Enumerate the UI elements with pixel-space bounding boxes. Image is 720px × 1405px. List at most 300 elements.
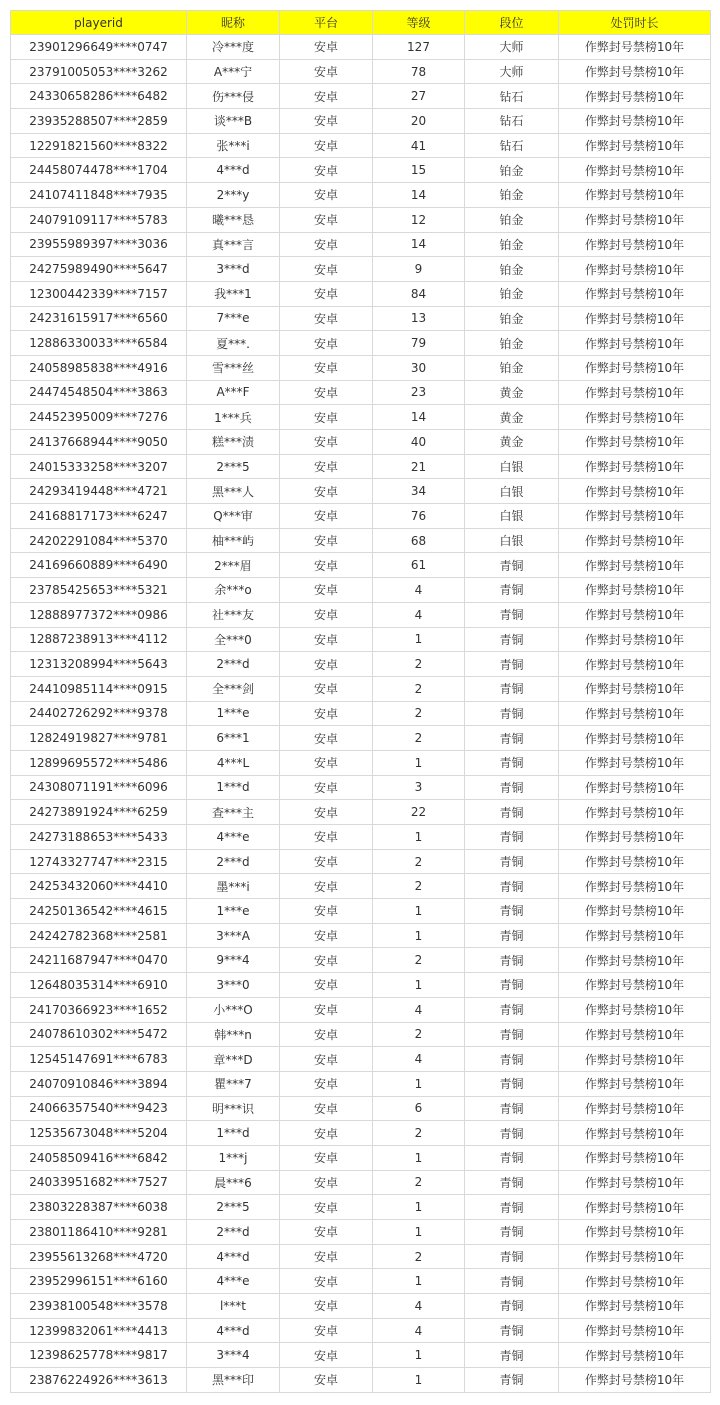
cell-playerid: 24107411848****7935 bbox=[11, 183, 187, 208]
cell-penalty: 作弊封号禁榜10年 bbox=[559, 849, 711, 874]
cell-platform: 安卓 bbox=[280, 1294, 373, 1319]
cell-rank: 大师 bbox=[465, 59, 559, 84]
header-row bbox=[11, 11, 711, 35]
cell-nickname: 黑***人 bbox=[187, 479, 280, 504]
cell-nickname: 1***兵 bbox=[187, 405, 280, 430]
table-row bbox=[11, 1318, 711, 1343]
cell-platform: 安卓 bbox=[280, 331, 373, 356]
cell-level: 2 bbox=[373, 1121, 465, 1146]
cell-penalty: 作弊封号禁榜10年 bbox=[559, 553, 711, 578]
cell-playerid: 12648035314****6910 bbox=[11, 973, 187, 998]
cell-penalty: 作弊封号禁榜10年 bbox=[559, 874, 711, 899]
table-row bbox=[11, 109, 711, 134]
table-row bbox=[11, 158, 711, 183]
cell-playerid: 24293419448****4721 bbox=[11, 479, 187, 504]
table-row bbox=[11, 1368, 711, 1393]
cell-rank: 青铜 bbox=[465, 997, 559, 1022]
cell-rank: 青铜 bbox=[465, 553, 559, 578]
cell-nickname: 糕***渍 bbox=[187, 430, 280, 455]
cell-playerid: 12824919827****9781 bbox=[11, 726, 187, 751]
cell-playerid: 24330658286****6482 bbox=[11, 84, 187, 109]
cell-playerid: 23935288507****2859 bbox=[11, 109, 187, 134]
cell-penalty: 作弊封号禁榜10年 bbox=[559, 257, 711, 282]
cell-penalty: 作弊封号禁榜10年 bbox=[559, 948, 711, 973]
table-row bbox=[11, 1269, 711, 1294]
table-row bbox=[11, 997, 711, 1022]
cell-level: 1 bbox=[373, 1343, 465, 1368]
cell-level: 21 bbox=[373, 454, 465, 479]
cell-penalty: 作弊封号禁榜10年 bbox=[559, 750, 711, 775]
cell-playerid: 24402726292****9378 bbox=[11, 701, 187, 726]
cell-nickname: 4***d bbox=[187, 1318, 280, 1343]
cell-level: 4 bbox=[373, 1318, 465, 1343]
cell-playerid: 24169660889****6490 bbox=[11, 553, 187, 578]
table-row bbox=[11, 627, 711, 652]
cell-rank: 黄金 bbox=[465, 430, 559, 455]
cell-level: 13 bbox=[373, 306, 465, 331]
cell-playerid: 12535673048****5204 bbox=[11, 1121, 187, 1146]
cell-platform: 安卓 bbox=[280, 701, 373, 726]
cell-platform: 安卓 bbox=[280, 232, 373, 257]
cell-nickname: 4***e bbox=[187, 1269, 280, 1294]
cell-nickname: 4***d bbox=[187, 1244, 280, 1269]
cell-platform: 安卓 bbox=[280, 281, 373, 306]
cell-platform: 安卓 bbox=[280, 84, 373, 109]
cell-nickname: 3***A bbox=[187, 923, 280, 948]
cell-nickname: 2***眉 bbox=[187, 553, 280, 578]
cell-level: 2 bbox=[373, 652, 465, 677]
cell-nickname: 我***1 bbox=[187, 281, 280, 306]
cell-rank: 青铜 bbox=[465, 899, 559, 924]
cell-platform: 安卓 bbox=[280, 775, 373, 800]
cell-platform: 安卓 bbox=[280, 1047, 373, 1072]
cell-playerid: 23876224926****3613 bbox=[11, 1368, 187, 1393]
cell-rank: 铂金 bbox=[465, 281, 559, 306]
cell-playerid: 23952996151****6160 bbox=[11, 1269, 187, 1294]
table-row bbox=[11, 775, 711, 800]
cell-penalty: 作弊封号禁榜10年 bbox=[559, 923, 711, 948]
cell-penalty: 作弊封号禁榜10年 bbox=[559, 578, 711, 603]
cell-rank: 青铜 bbox=[465, 701, 559, 726]
table-row bbox=[11, 602, 711, 627]
cell-penalty: 作弊封号禁榜10年 bbox=[559, 479, 711, 504]
cell-penalty: 作弊封号禁榜10年 bbox=[559, 1368, 711, 1393]
cell-platform: 安卓 bbox=[280, 1343, 373, 1368]
cell-platform: 安卓 bbox=[280, 1269, 373, 1294]
cell-nickname: 韩***n bbox=[187, 1022, 280, 1047]
cell-platform: 安卓 bbox=[280, 948, 373, 973]
cell-rank: 青铜 bbox=[465, 652, 559, 677]
cell-level: 2 bbox=[373, 676, 465, 701]
ban-list-container bbox=[10, 10, 710, 1393]
cell-rank: 青铜 bbox=[465, 1269, 559, 1294]
cell-level: 2 bbox=[373, 849, 465, 874]
cell-platform: 安卓 bbox=[280, 627, 373, 652]
table-row bbox=[11, 59, 711, 84]
cell-nickname: 3***0 bbox=[187, 973, 280, 998]
table-row bbox=[11, 479, 711, 504]
cell-nickname: A***F bbox=[187, 380, 280, 405]
cell-nickname: 1***e bbox=[187, 899, 280, 924]
cell-rank: 铂金 bbox=[465, 183, 559, 208]
table-row bbox=[11, 1195, 711, 1220]
cell-nickname: 2***5 bbox=[187, 454, 280, 479]
cell-rank: 钻石 bbox=[465, 109, 559, 134]
table-row bbox=[11, 1071, 711, 1096]
cell-platform: 安卓 bbox=[280, 923, 373, 948]
cell-rank: 青铜 bbox=[465, 800, 559, 825]
cell-playerid: 23955613268****4720 bbox=[11, 1244, 187, 1269]
table-row bbox=[11, 948, 711, 973]
cell-platform: 安卓 bbox=[280, 183, 373, 208]
table-row bbox=[11, 331, 711, 356]
cell-platform: 安卓 bbox=[280, 652, 373, 677]
cell-level: 14 bbox=[373, 183, 465, 208]
cell-nickname: 1***e bbox=[187, 701, 280, 726]
cell-penalty: 作弊封号禁榜10年 bbox=[559, 1022, 711, 1047]
cell-nickname: 瞿***7 bbox=[187, 1071, 280, 1096]
cell-penalty: 作弊封号禁榜10年 bbox=[559, 1071, 711, 1096]
cell-platform: 安卓 bbox=[280, 1170, 373, 1195]
cell-playerid: 23791005053****3262 bbox=[11, 59, 187, 84]
cell-rank: 青铜 bbox=[465, 874, 559, 899]
table-row bbox=[11, 355, 711, 380]
cell-rank: 青铜 bbox=[465, 948, 559, 973]
header-nickname: 昵称 bbox=[187, 11, 280, 35]
cell-penalty: 作弊封号禁榜10年 bbox=[559, 973, 711, 998]
table-row bbox=[11, 676, 711, 701]
cell-penalty: 作弊封号禁榜10年 bbox=[559, 207, 711, 232]
cell-rank: 青铜 bbox=[465, 1294, 559, 1319]
cell-nickname: 雪***丝 bbox=[187, 355, 280, 380]
cell-nickname: 明***识 bbox=[187, 1096, 280, 1121]
cell-rank: 铂金 bbox=[465, 207, 559, 232]
cell-penalty: 作弊封号禁榜10年 bbox=[559, 59, 711, 84]
cell-platform: 安卓 bbox=[280, 405, 373, 430]
cell-playerid: 24058509416****6842 bbox=[11, 1145, 187, 1170]
cell-penalty: 作弊封号禁榜10年 bbox=[559, 158, 711, 183]
cell-penalty: 作弊封号禁榜10年 bbox=[559, 1096, 711, 1121]
cell-rank: 大师 bbox=[465, 35, 559, 60]
cell-nickname: 晨***6 bbox=[187, 1170, 280, 1195]
cell-platform: 安卓 bbox=[280, 355, 373, 380]
cell-platform: 安卓 bbox=[280, 109, 373, 134]
cell-level: 22 bbox=[373, 800, 465, 825]
header-penalty: 处罚时长 bbox=[559, 11, 711, 35]
cell-playerid: 23901296649****0747 bbox=[11, 35, 187, 60]
cell-rank: 青铜 bbox=[465, 750, 559, 775]
cell-penalty: 作弊封号禁榜10年 bbox=[559, 997, 711, 1022]
cell-platform: 安卓 bbox=[280, 158, 373, 183]
table-row bbox=[11, 553, 711, 578]
cell-rank: 白银 bbox=[465, 528, 559, 553]
cell-playerid: 12886330033****6584 bbox=[11, 331, 187, 356]
cell-rank: 青铜 bbox=[465, 1170, 559, 1195]
cell-level: 1 bbox=[373, 1195, 465, 1220]
table-row bbox=[11, 1294, 711, 1319]
cell-nickname: 2***y bbox=[187, 183, 280, 208]
cell-penalty: 作弊封号禁榜10年 bbox=[559, 528, 711, 553]
header-platform: 平台 bbox=[280, 11, 373, 35]
cell-penalty: 作弊封号禁榜10年 bbox=[559, 35, 711, 60]
table-row bbox=[11, 281, 711, 306]
cell-nickname: 墨***i bbox=[187, 874, 280, 899]
cell-playerid: 24458074478****1704 bbox=[11, 158, 187, 183]
cell-rank: 青铜 bbox=[465, 1244, 559, 1269]
cell-level: 1 bbox=[373, 1145, 465, 1170]
cell-playerid: 23801186410****9281 bbox=[11, 1220, 187, 1245]
ban-list-table bbox=[10, 10, 711, 1393]
cell-platform: 安卓 bbox=[280, 1121, 373, 1146]
cell-platform: 安卓 bbox=[280, 1244, 373, 1269]
cell-platform: 安卓 bbox=[280, 973, 373, 998]
cell-penalty: 作弊封号禁榜10年 bbox=[559, 430, 711, 455]
cell-nickname: 社***友 bbox=[187, 602, 280, 627]
cell-rank: 青铜 bbox=[465, 1220, 559, 1245]
cell-rank: 青铜 bbox=[465, 1022, 559, 1047]
cell-level: 1 bbox=[373, 750, 465, 775]
cell-rank: 青铜 bbox=[465, 973, 559, 998]
cell-playerid: 24273188653****5433 bbox=[11, 825, 187, 850]
cell-level: 1 bbox=[373, 627, 465, 652]
table-row bbox=[11, 528, 711, 553]
cell-penalty: 作弊封号禁榜10年 bbox=[559, 899, 711, 924]
cell-playerid: 24452395009****7276 bbox=[11, 405, 187, 430]
cell-level: 127 bbox=[373, 35, 465, 60]
cell-rank: 黄金 bbox=[465, 405, 559, 430]
table-row bbox=[11, 306, 711, 331]
cell-rank: 铂金 bbox=[465, 355, 559, 380]
cell-level: 1 bbox=[373, 1269, 465, 1294]
cell-rank: 青铜 bbox=[465, 1195, 559, 1220]
cell-level: 30 bbox=[373, 355, 465, 380]
cell-rank: 青铜 bbox=[465, 1343, 559, 1368]
cell-platform: 安卓 bbox=[280, 602, 373, 627]
cell-nickname: 查***主 bbox=[187, 800, 280, 825]
cell-platform: 安卓 bbox=[280, 504, 373, 529]
cell-penalty: 作弊封号禁榜10年 bbox=[559, 676, 711, 701]
cell-level: 2 bbox=[373, 1244, 465, 1269]
cell-rank: 青铜 bbox=[465, 825, 559, 850]
cell-level: 15 bbox=[373, 158, 465, 183]
table-row bbox=[11, 380, 711, 405]
cell-level: 23 bbox=[373, 380, 465, 405]
cell-nickname: 4***L bbox=[187, 750, 280, 775]
cell-nickname: 2***d bbox=[187, 849, 280, 874]
cell-playerid: 12398625778****9817 bbox=[11, 1343, 187, 1368]
cell-rank: 白银 bbox=[465, 504, 559, 529]
cell-platform: 安卓 bbox=[280, 825, 373, 850]
cell-playerid: 24231615917****6560 bbox=[11, 306, 187, 331]
cell-level: 79 bbox=[373, 331, 465, 356]
table-row bbox=[11, 1121, 711, 1146]
cell-platform: 安卓 bbox=[280, 899, 373, 924]
cell-penalty: 作弊封号禁榜10年 bbox=[559, 306, 711, 331]
cell-penalty: 作弊封号禁榜10年 bbox=[559, 652, 711, 677]
table-row bbox=[11, 84, 711, 109]
cell-nickname: 全***剑 bbox=[187, 676, 280, 701]
cell-level: 2 bbox=[373, 1170, 465, 1195]
cell-level: 2 bbox=[373, 948, 465, 973]
cell-level: 84 bbox=[373, 281, 465, 306]
cell-penalty: 作弊封号禁榜10年 bbox=[559, 1145, 711, 1170]
cell-penalty: 作弊封号禁榜10年 bbox=[559, 1294, 711, 1319]
cell-nickname: 谈***B bbox=[187, 109, 280, 134]
cell-penalty: 作弊封号禁榜10年 bbox=[559, 825, 711, 850]
cell-penalty: 作弊封号禁榜10年 bbox=[559, 84, 711, 109]
table-row bbox=[11, 923, 711, 948]
table-row bbox=[11, 899, 711, 924]
cell-platform: 安卓 bbox=[280, 1071, 373, 1096]
cell-rank: 青铜 bbox=[465, 578, 559, 603]
table-body bbox=[11, 35, 711, 1393]
cell-penalty: 作弊封号禁榜10年 bbox=[559, 1220, 711, 1245]
cell-penalty: 作弊封号禁榜10年 bbox=[559, 1170, 711, 1195]
cell-platform: 安卓 bbox=[280, 1022, 373, 1047]
cell-platform: 安卓 bbox=[280, 997, 373, 1022]
cell-platform: 安卓 bbox=[280, 578, 373, 603]
cell-level: 1 bbox=[373, 1071, 465, 1096]
cell-nickname: 曦***恳 bbox=[187, 207, 280, 232]
cell-level: 1 bbox=[373, 1220, 465, 1245]
cell-level: 4 bbox=[373, 578, 465, 603]
cell-level: 1 bbox=[373, 899, 465, 924]
cell-rank: 青铜 bbox=[465, 923, 559, 948]
cell-nickname: 3***d bbox=[187, 257, 280, 282]
cell-rank: 青铜 bbox=[465, 1121, 559, 1146]
cell-playerid: 24202291084****5370 bbox=[11, 528, 187, 553]
cell-platform: 安卓 bbox=[280, 257, 373, 282]
cell-level: 6 bbox=[373, 1096, 465, 1121]
cell-nickname: 1***d bbox=[187, 1121, 280, 1146]
table-row bbox=[11, 1096, 711, 1121]
cell-rank: 青铜 bbox=[465, 676, 559, 701]
cell-rank: 黄金 bbox=[465, 380, 559, 405]
cell-playerid: 24253432060****4410 bbox=[11, 874, 187, 899]
header-playerid: playerid bbox=[11, 11, 187, 35]
cell-playerid: 24070910846****3894 bbox=[11, 1071, 187, 1096]
cell-level: 14 bbox=[373, 232, 465, 257]
cell-playerid: 24079109117****5783 bbox=[11, 207, 187, 232]
cell-playerid: 12887238913****4112 bbox=[11, 627, 187, 652]
table-row bbox=[11, 1220, 711, 1245]
cell-platform: 安卓 bbox=[280, 874, 373, 899]
cell-level: 1 bbox=[373, 825, 465, 850]
cell-nickname: 夏***. bbox=[187, 331, 280, 356]
cell-rank: 青铜 bbox=[465, 1368, 559, 1393]
cell-playerid: 23803228387****6038 bbox=[11, 1195, 187, 1220]
cell-level: 34 bbox=[373, 479, 465, 504]
cell-nickname: 伤***侵 bbox=[187, 84, 280, 109]
table-row bbox=[11, 973, 711, 998]
cell-platform: 安卓 bbox=[280, 1220, 373, 1245]
cell-nickname: 小***O bbox=[187, 997, 280, 1022]
cell-rank: 铂金 bbox=[465, 257, 559, 282]
cell-platform: 安卓 bbox=[280, 676, 373, 701]
cell-playerid: 12291821560****8322 bbox=[11, 133, 187, 158]
cell-penalty: 作弊封号禁榜10年 bbox=[559, 232, 711, 257]
cell-playerid: 12545147691****6783 bbox=[11, 1047, 187, 1072]
cell-platform: 安卓 bbox=[280, 528, 373, 553]
cell-nickname: 柚***屿 bbox=[187, 528, 280, 553]
cell-rank: 青铜 bbox=[465, 627, 559, 652]
cell-nickname: 6***1 bbox=[187, 726, 280, 751]
cell-nickname: 1***j bbox=[187, 1145, 280, 1170]
cell-penalty: 作弊封号禁榜10年 bbox=[559, 133, 711, 158]
cell-platform: 安卓 bbox=[280, 133, 373, 158]
cell-level: 2 bbox=[373, 701, 465, 726]
cell-rank: 铂金 bbox=[465, 158, 559, 183]
cell-level: 1 bbox=[373, 923, 465, 948]
cell-level: 40 bbox=[373, 430, 465, 455]
cell-rank: 钻石 bbox=[465, 84, 559, 109]
cell-platform: 安卓 bbox=[280, 1368, 373, 1393]
cell-rank: 钻石 bbox=[465, 133, 559, 158]
cell-rank: 青铜 bbox=[465, 1145, 559, 1170]
cell-level: 4 bbox=[373, 1047, 465, 1072]
cell-playerid: 24078610302****5472 bbox=[11, 1022, 187, 1047]
cell-nickname: 7***e bbox=[187, 306, 280, 331]
table-row bbox=[11, 652, 711, 677]
cell-nickname: 3***4 bbox=[187, 1343, 280, 1368]
cell-nickname: 余***o bbox=[187, 578, 280, 603]
cell-penalty: 作弊封号禁榜10年 bbox=[559, 405, 711, 430]
cell-playerid: 24033951682****7527 bbox=[11, 1170, 187, 1195]
cell-platform: 安卓 bbox=[280, 1195, 373, 1220]
cell-penalty: 作弊封号禁榜10年 bbox=[559, 1244, 711, 1269]
cell-rank: 青铜 bbox=[465, 602, 559, 627]
cell-penalty: 作弊封号禁榜10年 bbox=[559, 281, 711, 306]
table-row bbox=[11, 183, 711, 208]
cell-platform: 安卓 bbox=[280, 306, 373, 331]
cell-rank: 白银 bbox=[465, 454, 559, 479]
cell-penalty: 作弊封号禁榜10年 bbox=[559, 1269, 711, 1294]
table-row bbox=[11, 800, 711, 825]
cell-nickname: A***宁 bbox=[187, 59, 280, 84]
cell-playerid: 24242782368****2581 bbox=[11, 923, 187, 948]
cell-rank: 青铜 bbox=[465, 849, 559, 874]
cell-platform: 安卓 bbox=[280, 726, 373, 751]
table-row bbox=[11, 35, 711, 60]
cell-rank: 青铜 bbox=[465, 775, 559, 800]
cell-nickname: 2***d bbox=[187, 1220, 280, 1245]
cell-playerid: 24275989490****5647 bbox=[11, 257, 187, 282]
cell-rank: 青铜 bbox=[465, 726, 559, 751]
table-row bbox=[11, 232, 711, 257]
table-row bbox=[11, 1244, 711, 1269]
cell-level: 2 bbox=[373, 726, 465, 751]
cell-level: 2 bbox=[373, 1022, 465, 1047]
cell-penalty: 作弊封号禁榜10年 bbox=[559, 1121, 711, 1146]
cell-nickname: 黑***印 bbox=[187, 1368, 280, 1393]
cell-playerid: 12300442339****7157 bbox=[11, 281, 187, 306]
cell-level: 4 bbox=[373, 997, 465, 1022]
cell-platform: 安卓 bbox=[280, 1145, 373, 1170]
cell-nickname: 2***5 bbox=[187, 1195, 280, 1220]
cell-platform: 安卓 bbox=[280, 35, 373, 60]
cell-rank: 铂金 bbox=[465, 306, 559, 331]
cell-penalty: 作弊封号禁榜10年 bbox=[559, 183, 711, 208]
cell-platform: 安卓 bbox=[280, 1318, 373, 1343]
cell-penalty: 作弊封号禁榜10年 bbox=[559, 701, 711, 726]
table-row bbox=[11, 1145, 711, 1170]
table-row bbox=[11, 1047, 711, 1072]
cell-nickname: 冷***度 bbox=[187, 35, 280, 60]
cell-penalty: 作弊封号禁榜10年 bbox=[559, 627, 711, 652]
cell-nickname: 章***D bbox=[187, 1047, 280, 1072]
cell-playerid: 24308071191****6096 bbox=[11, 775, 187, 800]
cell-level: 3 bbox=[373, 775, 465, 800]
